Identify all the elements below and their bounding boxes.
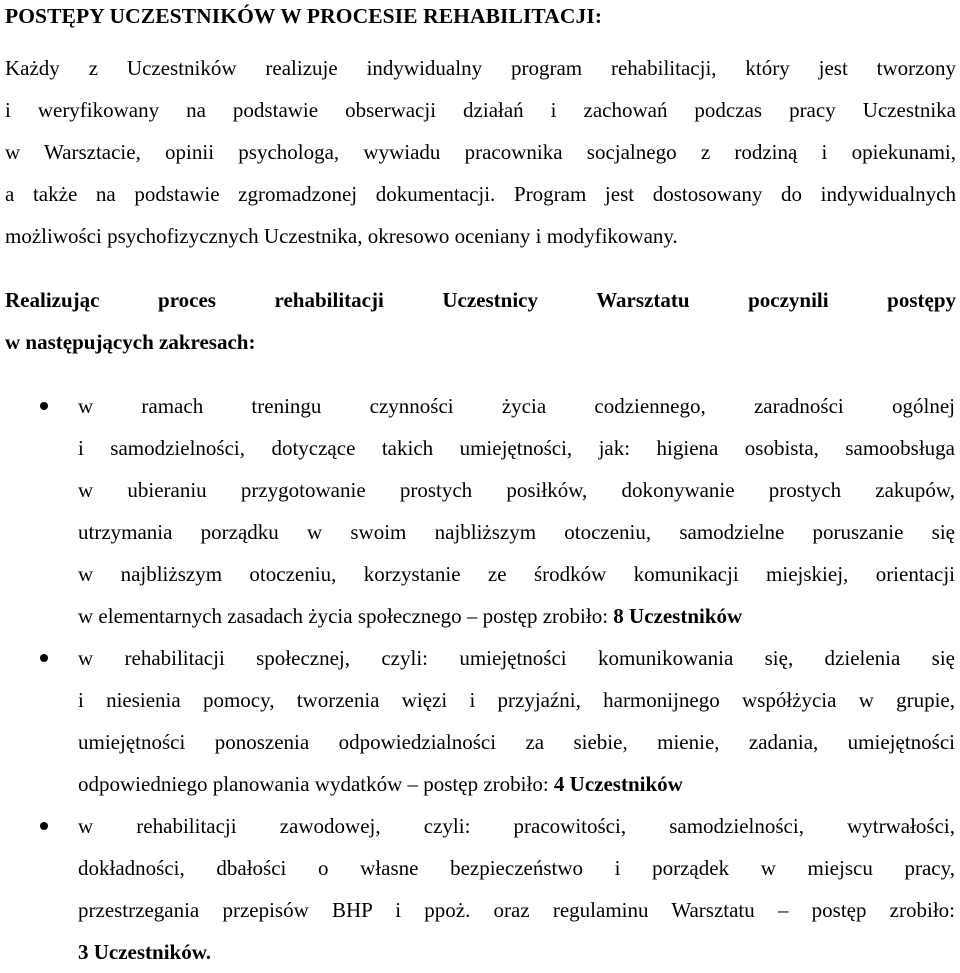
progress-list <box>0 385 960 973</box>
list-line: i samodzielności, dotyczące takich umiejętności, jak: higiena osobista, samoobsługa <box>78 436 955 460</box>
intro-line: Każdy z Uczestników realizuje indywidualny program rehabilitacji, który jest tworzony <box>5 56 956 80</box>
list-line: w ubieraniu przygotowanie prostych posiłków, dokonywanie prostych zakupów, <box>78 478 955 502</box>
intro-line: a także na podstawie zgromadzonej dokumentacji. Program jest dostosowany do indywidualnych <box>5 182 956 206</box>
intro-line: i weryfikowany na podstawie obserwacji działań i zachowań podczas pracy Uczestnika <box>5 98 956 122</box>
list-line: w rehabilitacji społecznej, czyli: umiejętności komunikowania się, dzielenia się <box>78 646 955 670</box>
list-line: umiejętności ponoszenia odpowiedzialności za siebie, mienie, zadania, umiejętności <box>78 730 955 754</box>
list-item-social <box>0 637 955 805</box>
section-heading: POSTĘPY UCZESTNIKÓW W PROCESIE REHABILITACJI: <box>5 4 603 28</box>
list-line <box>78 595 955 637</box>
list-item-daily-living <box>0 385 955 637</box>
result-count: 4 Uczestników <box>553 772 683 796</box>
summary-line: w następujących zakresach: <box>5 330 256 354</box>
summary-paragraph <box>5 279 956 363</box>
list-line: utrzymania porządku w swoim najbliższym otoczeniu, samodzielne poruszanie się <box>78 520 955 544</box>
list-line <box>78 763 955 805</box>
list-item-vocational <box>0 805 955 973</box>
result-count: 3 Uczestników. <box>78 940 211 964</box>
intro-line: w Warsztacie, opinii psychologa, wywiadu pracownika socjalnego z rodziną i opiekunami, <box>5 140 956 164</box>
summary-line: Realizując proces rehabilitacji Uczestnicy Warsztatu poczynili postępy <box>5 288 956 312</box>
list-line-text: odpowiedniego planowania wydatków – postęp zrobiło: <box>78 772 554 796</box>
list-line-text: w elementarnych zasadach życia społecznego – postęp zrobiło: <box>78 604 614 628</box>
list-line <box>78 931 955 973</box>
intro-line: możliwości psychofizycznych Uczestnika, okresowo oceniany i modyfikowany. <box>5 224 678 248</box>
bullet-icon <box>40 402 48 410</box>
list-line: w najbliższym otoczeniu, korzystanie ze środków komunikacji miejskiej, orientacji <box>78 562 955 586</box>
list-line: dokładności, dbałości o własne bezpieczeństwo i porządek w miejscu pracy, <box>78 856 955 880</box>
bullet-icon <box>40 654 48 662</box>
list-line: w ramach treningu czynności życia codziennego, zaradności ogólnej <box>78 394 955 418</box>
bullet-icon <box>40 822 48 830</box>
list-line: i niesienia pomocy, tworzenia więzi i przyjaźni, harmonijnego współżycia w grupie, <box>78 688 955 712</box>
result-count: 8 Uczestników <box>613 604 743 628</box>
list-line: przestrzegania przepisów BHP i ppoż. oraz regulaminu Warsztatu – postęp zrobiło: <box>78 898 955 922</box>
list-line: w rehabilitacji zawodowej, czyli: pracowitości, samodzielności, wytrwałości, <box>78 814 955 838</box>
intro-paragraph <box>5 47 956 257</box>
